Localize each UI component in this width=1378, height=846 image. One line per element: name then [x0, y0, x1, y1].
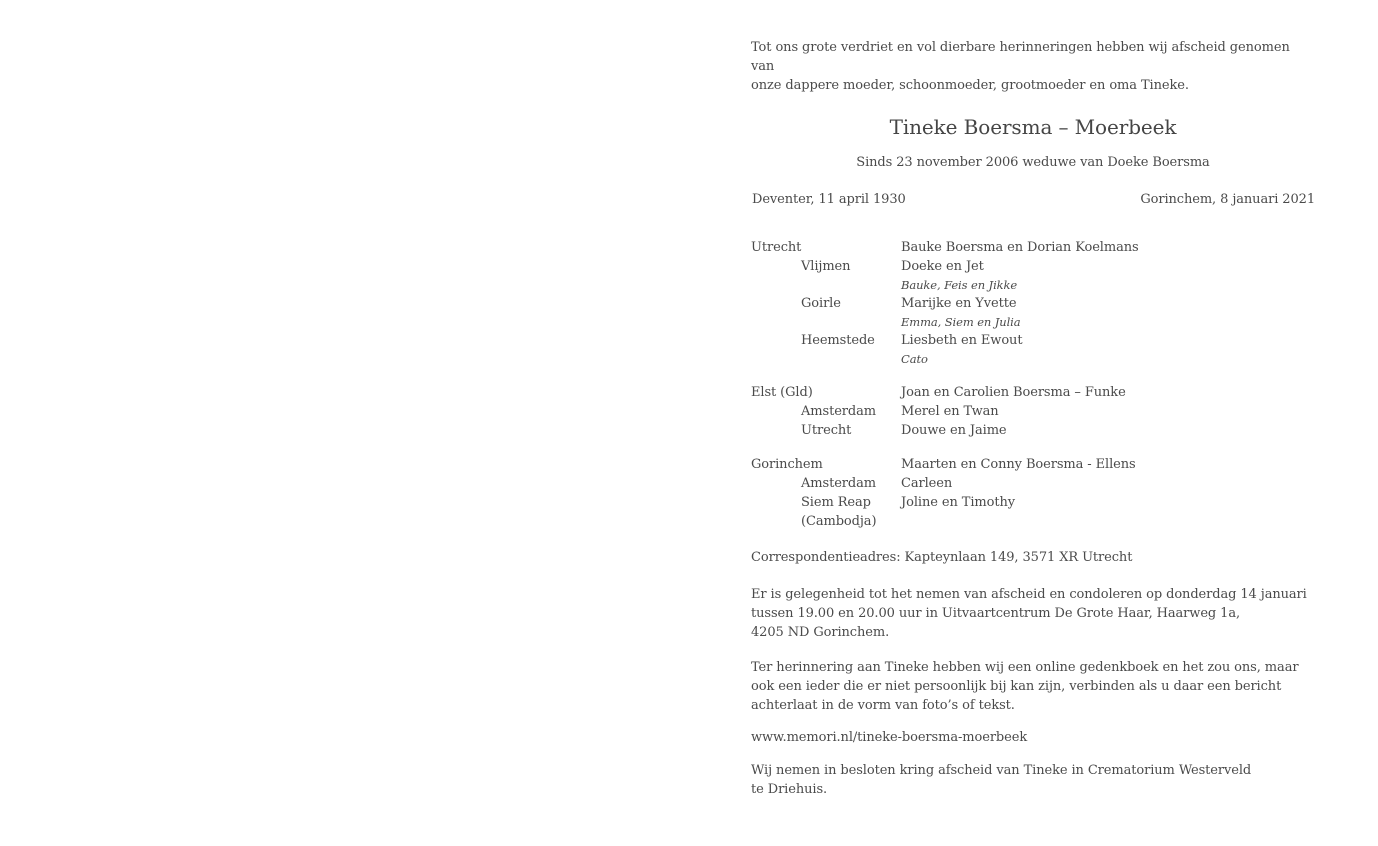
family-sub-row — [751, 474, 1315, 493]
family-row — [751, 238, 1315, 257]
family-sub-row — [751, 402, 1315, 421]
widow-line: Sinds 23 november 2006 weduwe van Doeke Boersma — [856, 155, 1210, 170]
closing-line: te Driehuis. — [751, 782, 828, 797]
family-sub-place: Siem Reap — [801, 495, 871, 510]
intro-line: onze dappere moeder, schoonmoeder, grootmoeder en oma Tineke. — [751, 78, 1189, 93]
family-place: Utrecht — [751, 240, 802, 255]
grandchildren-names: Emma, Siem en Julia — [901, 315, 1021, 329]
family-sub-place: Amsterdam — [801, 404, 877, 419]
family-sub-place: Amsterdam — [801, 476, 877, 491]
intro-text — [751, 38, 1315, 95]
family-names: Joan en Carolien Boersma – Funke — [901, 385, 1126, 400]
family-names: Maarten en Conny Boersma - Ellens — [901, 457, 1136, 472]
grandchildren-names: Cato — [901, 352, 928, 366]
family-row — [751, 455, 1315, 474]
intro-line: Tot ons grote verdriet en vol dierbare herinneringen hebben wij afscheid genomen van — [751, 40, 1290, 74]
family-sub-place: Vlijmen — [801, 259, 851, 274]
family-sub-place: (Cambodja) — [801, 514, 877, 529]
family-row — [751, 383, 1315, 402]
family-sub-names: Merel en Twan — [901, 404, 999, 419]
life-dates — [751, 190, 1315, 209]
family-sub-names: Douwe en Jaime — [901, 423, 1007, 438]
family-names: Bauke Boersma en Dorian Koelmans — [901, 240, 1139, 255]
family-place: Elst (Gld) — [751, 385, 813, 400]
family-sub-names: Marijke en Yvette — [901, 296, 1017, 311]
memorial-url: www.memori.nl/tineke-boersma-moerbeek — [751, 730, 1028, 745]
family-group — [751, 383, 1315, 440]
family-sub-row — [751, 331, 1315, 350]
family-group — [751, 238, 1315, 368]
family-sub-place: Heemstede — [801, 333, 875, 348]
condolence-line: Er is gelegenheid tot het nemen van afscheid en condoleren op donderdag 14 januari — [751, 587, 1307, 602]
family-sub-row — [751, 294, 1315, 313]
correspondence-address: Correspondentieadres: Kapteynlaan 149, 3571 XR Utrecht — [751, 550, 1133, 565]
family-sub-names: Carleen — [901, 476, 953, 491]
family-place: Gorinchem — [751, 457, 823, 472]
grandchildren-names: Bauke, Feis en Jikke — [901, 278, 1018, 292]
family-sub-place: Goirle — [801, 296, 841, 311]
family-sub-row — [751, 512, 1315, 531]
family-sub-names — [901, 512, 1315, 531]
closing-text — [751, 761, 1315, 799]
memorial-line: ook een ieder die er niet persoonlijk bij kan zijn, verbinden als u daar een bericht — [751, 679, 1282, 694]
family-sub-place: Utrecht — [801, 423, 852, 438]
family-group — [751, 455, 1315, 531]
grandchildren-row — [751, 276, 1315, 294]
birth-date: Deventer, 11 april 1930 — [752, 192, 906, 207]
grandchildren-row — [751, 313, 1315, 331]
family-sub-names: Liesbeth en Ewout — [901, 333, 1023, 348]
grandchildren-row — [751, 350, 1315, 368]
family-list — [751, 238, 1315, 531]
family-sub-names: Doeke en Jet — [901, 259, 984, 274]
family-sub-names: Joline en Timothy — [901, 495, 1015, 510]
family-sub-row — [751, 257, 1315, 276]
condolence-line: 4205 ND Gorinchem. — [751, 625, 890, 640]
death-date: Gorinchem, 8 januari 2021 — [1140, 192, 1315, 207]
family-sub-row — [751, 421, 1315, 440]
closing-line: Wij nemen in besloten kring afscheid van Tineke in Crematorium Westerveld — [751, 763, 1252, 778]
condolence-line: tussen 19.00 en 20.00 uur in Uitvaartcentrum De Grote Haar, Haarweg 1a, — [751, 606, 1241, 621]
memorial-line: achterlaat in de vorm van foto’s of tekst. — [751, 698, 1015, 713]
memorial-text — [751, 658, 1315, 715]
family-sub-row — [751, 493, 1315, 512]
memorial-line: Ter herinnering aan Tineke hebben wij een online gedenkboek en het zou ons, maar — [751, 660, 1299, 675]
obituary-card — [751, 38, 1315, 799]
condolence-text — [751, 585, 1315, 642]
deceased-name: Tineke Boersma – Moerbeek — [889, 115, 1177, 139]
